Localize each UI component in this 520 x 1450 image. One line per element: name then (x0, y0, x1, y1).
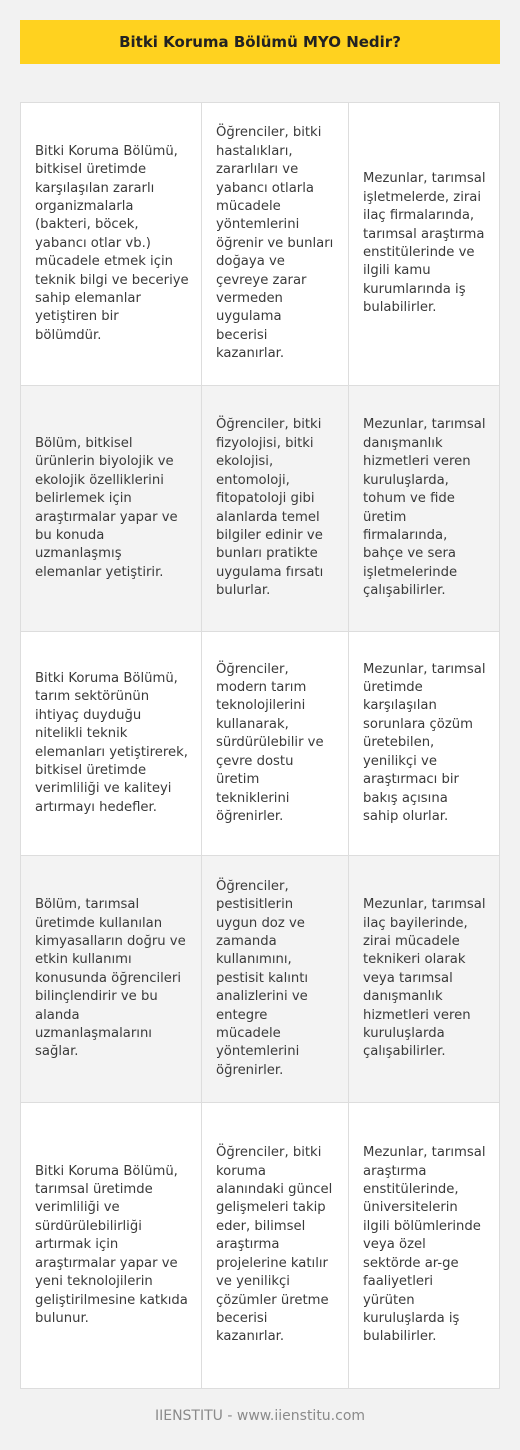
table-row (21, 856, 499, 1103)
table-cell: Mezunlar, tarımsal ilaç bayilerinde, zirai mücadele teknikeri olarak veya tarımsal danışmanlık hizmetleri veren kuruluşlarda çalışabilirler. (363, 897, 486, 1060)
table-cell: Öğrenciler, modern tarım teknolojilerini kullanarak, sürdürülebilir ve çevre dostu üretim tekniklerini öğrenirler. (202, 632, 349, 855)
table-cell: Bitki Koruma Bölümü, tarımsal üretimde verimliliği ve sürdürülebilirliği artırmak için araştırmalar yapar ve yeni teknolojilerin geliştirilmesine katkıda bulunur. (21, 1103, 202, 1388)
table-row (21, 103, 499, 386)
table-row (21, 1103, 499, 1388)
table-cell: Bölüm, bitkisel ürünlerin biyolojik ve ekolojik özelliklerini belirlemek için araştırmalar yapar ve bu konuda uzmanlaşmış elemanlar yetiştirir. (21, 386, 202, 631)
page-title: Bitki Koruma Bölümü MYO Nedir? (119, 33, 401, 51)
table-cell: Öğrenciler, bitki koruma alanındaki güncel gelişmeleri takip eder, bilimsel araştırma projelerine katılır ve yenilikçi çözümler üretme becerisi kazanırlar. (202, 1103, 349, 1388)
title-banner (20, 20, 500, 64)
table-cell: Mezunlar, tarımsal danışmanlık hizmetleri veren kuruluşlarda, tohum ve fide üretim firmalarında, bahçe ve sera işletmelerinde çalışabilirler. (363, 417, 486, 599)
table-row (21, 386, 499, 632)
table-cell: Bitki Koruma Bölümü, tarım sektörünün ihtiyaç duyduğu nitelikli teknik elemanları yetiştirerek, bitkisel üretimde verimliliği ve kaliteyi artırmayı hedefler. (21, 632, 202, 855)
table-cell: Öğrenciler, pestisitlerin uygun doz ve zamanda kullanımını, pestisit kalıntı analizlerini ve entegre mücadele yöntemlerini öğrenirler. (202, 856, 349, 1102)
table-cell: Öğrenciler, bitki hastalıkları, zararlıları ve yabancı otlarla mücadele yöntemlerini öğrenir ve bunları doğaya ve çevreye zarar vermeden uygulama becerisi kazanırlar. (202, 103, 349, 385)
table-row (21, 632, 499, 856)
table-cell: Bitki Koruma Bölümü, bitkisel üretimde karşılaşılan zararlı organizmalarla (bakteri, böcek, yabancı otlar vb.) mücadele etmek için teknik bilgi ve beceriye sahip elemanlar yetiştiren bir bölümdür. (21, 103, 202, 385)
table-cell: Mezunlar, tarımsal üretimde karşılaşılan sorunlara çözüm üretebilen, yenilikçi ve araştırmacı bir bakış açısına sahip olurlar. (363, 661, 486, 824)
info-table (20, 102, 500, 1389)
table-cell: Mezunlar, tarımsal işletmelerde, zirai ilaç firmalarında, tarımsal araştırma enstitülerinde ve ilgili kamu kurumlarında iş bulabilirler. (363, 171, 486, 316)
table-cell: Öğrenciler, bitki fizyolojisi, bitki ekolojisi, entomoloji, fitopatoloji gibi alanlarda temel bilgiler edinir ve bunları pratikte uygulama fırsatı bulurlar. (202, 386, 349, 631)
footer-credit: IIENSTITU - www.iienstitu.com (154, 1408, 366, 1424)
table-cell: Mezunlar, tarımsal araştırma enstitülerinde, üniversitelerin ilgili bölümlerinde veya özel sektörde ar-ge faaliyetleri yürüten kuruluşlarda iş bulabilirler. (363, 1145, 486, 1345)
table-cell: Bölüm, tarımsal üretimde kullanılan kimyasalların doğru ve etkin kullanımı konusunda öğrencileri bilinçlendirir ve bu alanda uzmanlaşmalarını sağlar. (21, 856, 202, 1102)
